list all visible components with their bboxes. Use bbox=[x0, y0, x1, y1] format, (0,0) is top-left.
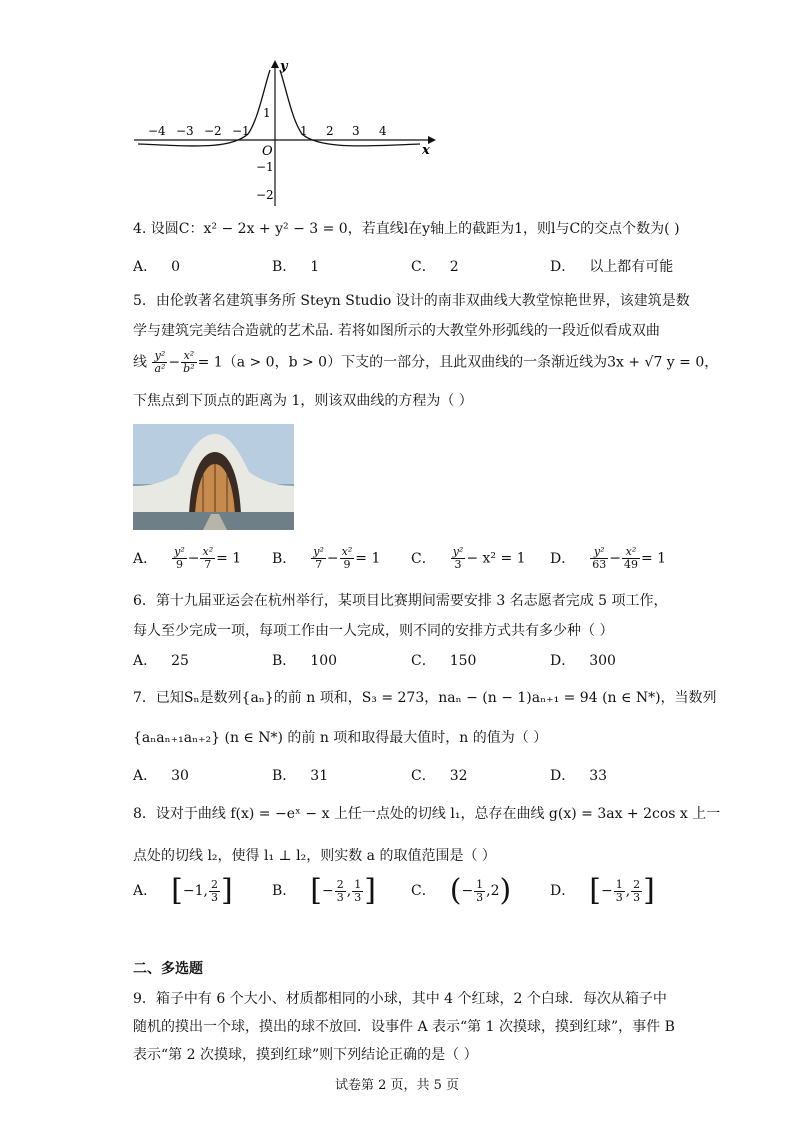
page-footer: 试卷第 2 页，共 5 页 bbox=[334, 1078, 460, 1093]
x-tick: 3 bbox=[352, 124, 360, 138]
question-6-line-1: 6．第十九届亚运会在杭州举行，某项目比赛期间需要安排 3 名志愿者完成 5 项工作， bbox=[133, 593, 668, 609]
q8-option-a: A． [−1, $\frac{2}{3}$ ] bbox=[133, 873, 233, 908]
question-9-line-2: 随机的摸出一个球，摸出的球不放回．设事件 A 表示“第 1 次摸球，摸到红球”，事件 B bbox=[133, 1019, 675, 1035]
q4-option-b: B． 1 bbox=[272, 259, 320, 275]
q8-option-b: B． [− $\frac{2}{3}$ , $\frac{1}{3}$ ] bbox=[272, 873, 376, 908]
origin-label: O bbox=[262, 144, 273, 159]
q6-option-b: B． 100 bbox=[272, 653, 338, 669]
question-8-line-1: 8．设对于曲线 f(x) = −eˣ − x 上任一点处的切线 l₁，总存在曲线 g(x) = 3ax + 2cos x 上一 bbox=[133, 806, 721, 822]
q6-option-d: D． 300 bbox=[550, 653, 616, 669]
x-tick: 1 bbox=[300, 124, 308, 138]
q5-option-a: A． $\frac{\text{y²}}{9}$ − $\frac{\text{x²}}{7}$ = 1 bbox=[133, 545, 242, 571]
y-tick: 1 bbox=[263, 106, 271, 120]
y-tick: −2 bbox=[256, 188, 274, 202]
y-axis-label: y bbox=[280, 59, 288, 74]
q7-option-c: C． 32 bbox=[411, 768, 468, 784]
q6-option-a: A． 25 bbox=[133, 653, 189, 669]
function-graph bbox=[130, 58, 440, 208]
x-tick: −4 bbox=[148, 124, 166, 138]
q7-option-a: A． 30 bbox=[133, 768, 189, 784]
q8-option-d: D． [− $\frac{1}{3}$ , $\frac{2}{3}$ ] bbox=[550, 873, 655, 908]
q8-option-c: C． (− $\frac{1}{3}$ ,2) bbox=[411, 873, 512, 908]
question-7-line-2: {aₙaₙ₊₁aₙ₊₂} (n ∈ N*) 的前 n 项和取得最大值时，n 的值为（ ） bbox=[133, 730, 548, 746]
y-tick: −1 bbox=[256, 160, 274, 174]
question-5-line-1: 5．由伦敦著名建筑事务所 Steyn Studio 设计的南非双曲线大教堂惊艳世界，该建筑是数 bbox=[133, 293, 690, 309]
question-9-line-3: 表示“第 2 次摸球，摸到红球”则下列结论正确的是（ ） bbox=[133, 1047, 478, 1063]
question-5-line-3: 线 $\frac{\text{y²}}{\text{a²}}$ − $\frac{\text{x²}}{\text{b²}}$ = 1（a > 0，b > 0）下支的一部分，且此双曲线的一条渐近线为3x + √7 y = 0， bbox=[133, 349, 719, 375]
q6-option-c: C． 150 bbox=[411, 653, 477, 669]
question-5-line-2: 学与建筑完美结合造就的艺术品. 若将如图所示的大教堂外形弧线的一段近似看成双曲 bbox=[133, 323, 660, 339]
q4-option-a: A． 0 bbox=[133, 259, 181, 275]
q7-option-d: D． 33 bbox=[550, 768, 608, 784]
q4-option-c: C． 2 bbox=[411, 259, 459, 275]
x-axis-label: x bbox=[422, 143, 430, 158]
x-tick: 4 bbox=[379, 124, 387, 138]
question-6-line-2: 每人至少完成一项，每项工作由一人完成，则不同的安排方式共有多少种（ ） bbox=[133, 623, 614, 639]
q5-option-d: D． $\frac{\text{y²}}{63}$ − $\frac{\text{x²}}{49}$ = 1 bbox=[550, 545, 667, 571]
question-4-text: 4. 设圆C：x² − 2x + y² − 3 = 0，若直线l在y轴上的截距为1，则l与C的交点个数为( ) bbox=[133, 221, 680, 237]
question-9-line-1: 9．箱子中有 6 个大小、材质都相同的小球，其中 4 个红球，2 个白球．每次从箱子中 bbox=[133, 991, 667, 1007]
question-5-line-4: 下焦点到下顶点的距离为 1，则该双曲线的方程为（ ） bbox=[133, 393, 473, 409]
q5-option-b: B． $\frac{\text{y²}}{7}$ − $\frac{\text{x²}}{9}$ = 1 bbox=[272, 545, 381, 571]
x-tick: −1 bbox=[232, 124, 250, 138]
q4-option-d: D． 以上都有可能 bbox=[550, 259, 674, 275]
x-tick: −3 bbox=[176, 124, 194, 138]
x-tick: −2 bbox=[204, 124, 222, 138]
x-tick: 2 bbox=[326, 124, 334, 138]
q5-option-c: C． $\frac{\text{y²}}{3}$ − x² = 1 bbox=[411, 545, 526, 571]
section-title: 二、多选题 bbox=[133, 961, 203, 977]
question-8-line-2: 点处的切线 l₂，使得 l₁ ⊥ l₂，则实数 a 的取值范围是（ ） bbox=[133, 848, 496, 864]
question-7-line-1: 7．已知Sₙ是数列{aₙ}的前 n 项和，S₃ = 273，naₙ − (n − 1)aₙ₊₁ = 94 (n ∈ N*)，当数列 bbox=[133, 690, 717, 706]
q7-option-b: B． 31 bbox=[272, 768, 329, 784]
cathedral-photo bbox=[133, 424, 294, 530]
